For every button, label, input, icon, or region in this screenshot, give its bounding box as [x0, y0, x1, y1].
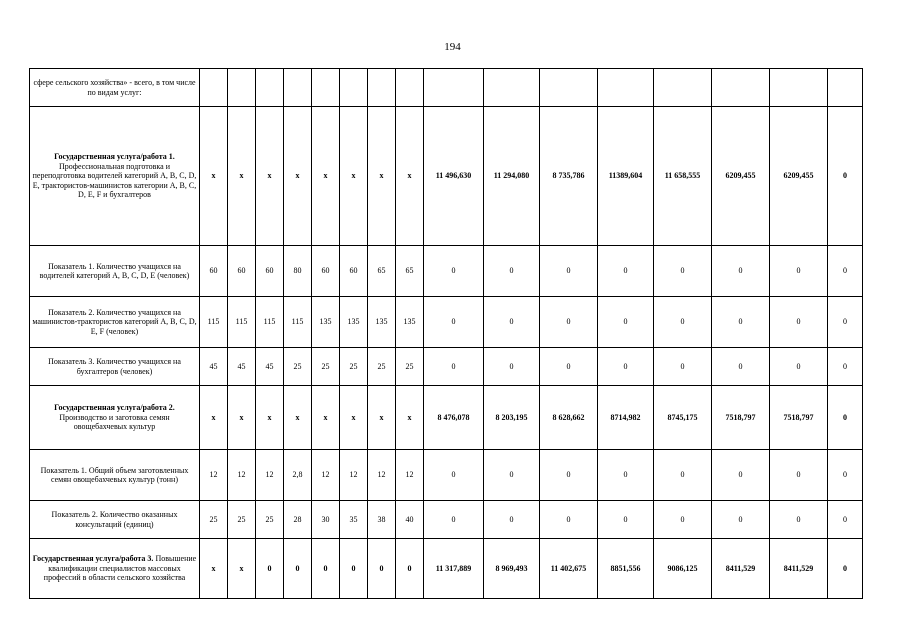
table-cell: 0 — [540, 450, 598, 501]
table-cell: 25 — [312, 348, 340, 386]
table-cell: 0 — [712, 348, 770, 386]
table-cell: 0 — [540, 501, 598, 539]
table-cell: 0 — [654, 501, 712, 539]
table-cell: 0 — [654, 348, 712, 386]
table-cell: 11 317,889 — [424, 539, 484, 599]
row-label-text: Производство и заготовка семян овощебахчевых культур — [59, 412, 170, 432]
table-cell: 28 — [284, 501, 312, 539]
table-cell: 65 — [396, 246, 424, 297]
table-cell: 25 — [200, 501, 228, 539]
table-cell: 0 — [598, 501, 654, 539]
table-cell: 11 496,630 — [424, 107, 484, 246]
table-cell: 0 — [598, 348, 654, 386]
table-cell: 11 402,675 — [540, 539, 598, 599]
page-number: 194 — [444, 41, 461, 53]
table-cell: 135 — [368, 297, 396, 348]
row-label-text: Показатель 1. Общий объем заготовленных семян овощебахчевых культур (тонн) — [40, 465, 189, 484]
table-cell: 25 — [228, 501, 256, 539]
table-cell: x — [284, 107, 312, 246]
table-cell: x — [200, 107, 228, 246]
table-cell: x — [368, 386, 396, 450]
table-cell: 0 — [712, 246, 770, 297]
table-cell: 8411,529 — [712, 539, 770, 599]
table-cell: 115 — [228, 297, 256, 348]
table-cell: 0 — [540, 297, 598, 348]
table-cell: 135 — [396, 297, 424, 348]
table-cell: 135 — [312, 297, 340, 348]
table-cell: 0 — [284, 539, 312, 599]
row-label-text: Профессиональная подготовка и переподготовка водителей категорий А, В, С, D, Е, трактористов-машинистов категории А, В, С, D, Е, F и бухгалтеров — [32, 161, 197, 200]
table-cell: 0 — [484, 348, 540, 386]
table-cell: x — [312, 107, 340, 246]
table-cell: x — [228, 539, 256, 599]
table-row — [30, 297, 863, 348]
table-cell: 0 — [340, 539, 368, 599]
table-cell: 0 — [712, 450, 770, 501]
table-cell: 45 — [228, 348, 256, 386]
table-row — [30, 501, 863, 539]
table-cell: 0 — [424, 450, 484, 501]
table-cell: x — [228, 107, 256, 246]
table-cell: 80 — [284, 246, 312, 297]
table-cell: 12 — [340, 450, 368, 501]
table-cell: x — [396, 107, 424, 246]
row-label — [30, 386, 200, 450]
table-cell: 0 — [770, 246, 828, 297]
table-cell: 38 — [368, 501, 396, 539]
table-cell: 12 — [228, 450, 256, 501]
table-cell: x — [340, 107, 368, 246]
table-cell — [368, 69, 396, 107]
table-cell: x — [396, 386, 424, 450]
table-cell — [284, 69, 312, 107]
table-cell: x — [284, 386, 312, 450]
table-cell: 12 — [256, 450, 284, 501]
table-cell: 0 — [654, 297, 712, 348]
table-cell: 0 — [484, 450, 540, 501]
table-cell: 115 — [200, 297, 228, 348]
table-cell — [396, 69, 424, 107]
table-cell: x — [256, 107, 284, 246]
table-cell: 0 — [484, 501, 540, 539]
table-cell: 0 — [712, 297, 770, 348]
row-label-text: Показатель 2. Количество оказанных консультаций (единиц) — [51, 510, 178, 529]
row-label-text: Показатель 2. Количество учащихся на машинистов-трактористов категорий А, В, С, D, Е, F (человек) — [32, 307, 197, 336]
row-label-bold: Государственная услуга/работа 3. — [32, 554, 154, 564]
table-cell: 25 — [256, 501, 284, 539]
table-cell: 135 — [340, 297, 368, 348]
table-cell: 9086,125 — [654, 539, 712, 599]
table-cell: 35 — [340, 501, 368, 539]
table-cell — [424, 69, 484, 107]
table-cell: 60 — [200, 246, 228, 297]
table-cell: 12 — [396, 450, 424, 501]
table-cell: 60 — [256, 246, 284, 297]
table-row — [30, 450, 863, 501]
table-cell: 25 — [284, 348, 312, 386]
table-cell: 25 — [368, 348, 396, 386]
table-cell: 7518,797 — [712, 386, 770, 450]
table-cell: 0 — [424, 501, 484, 539]
table-cell: x — [368, 107, 396, 246]
table-cell: 0 — [424, 348, 484, 386]
table-cell — [828, 69, 863, 107]
table-cell — [598, 69, 654, 107]
table-row — [30, 69, 863, 107]
table-cell: 65 — [368, 246, 396, 297]
row-label-text: Показатель 1. Количество учащихся на водителей категорий А, В, С, D, Е (человек) — [39, 261, 190, 280]
table-cell: 8745,175 — [654, 386, 712, 450]
table-cell: 8 628,662 — [540, 386, 598, 450]
table-cell: x — [256, 386, 284, 450]
table-cell: 0 — [368, 539, 396, 599]
row-label — [30, 297, 200, 348]
table-cell: 0 — [540, 348, 598, 386]
table-cell: 8 476,078 — [424, 386, 484, 450]
table-cell: 8 735,786 — [540, 107, 598, 246]
table-cell: 0 — [484, 246, 540, 297]
table-cell: 0 — [828, 297, 863, 348]
table-cell: 0 — [424, 297, 484, 348]
table-cell: 0 — [770, 348, 828, 386]
table-cell: 60 — [228, 246, 256, 297]
table-cell: 6209,455 — [770, 107, 828, 246]
row-label — [30, 246, 200, 297]
row-label — [30, 539, 200, 599]
table-cell — [228, 69, 256, 107]
table-cell: x — [312, 386, 340, 450]
table-cell: 0 — [828, 386, 863, 450]
table-cell: 0 — [770, 450, 828, 501]
table-cell: 25 — [396, 348, 424, 386]
table-cell: 2,8 — [284, 450, 312, 501]
table-row — [30, 107, 863, 246]
table-cell: 0 — [598, 246, 654, 297]
table-cell: 0 — [424, 246, 484, 297]
row-label-bold: Государственная услуга/работа 1. — [54, 152, 175, 162]
table-cell: 0 — [828, 246, 863, 297]
table-cell: x — [200, 539, 228, 599]
table-cell: 0 — [312, 539, 340, 599]
table-cell: 0 — [598, 297, 654, 348]
row-label — [30, 107, 200, 246]
table-cell — [200, 69, 228, 107]
table-cell: 12 — [200, 450, 228, 501]
table-cell — [312, 69, 340, 107]
table-cell: 11 658,555 — [654, 107, 712, 246]
table-cell: 60 — [340, 246, 368, 297]
table-cell: 8851,556 — [598, 539, 654, 599]
table-cell: x — [340, 386, 368, 450]
table-cell: 0 — [256, 539, 284, 599]
table-cell: 45 — [200, 348, 228, 386]
table-cell: 11 294,080 — [484, 107, 540, 246]
table-cell: 7518,797 — [770, 386, 828, 450]
table-cell — [540, 69, 598, 107]
table-row — [30, 348, 863, 386]
table-cell — [484, 69, 540, 107]
table-row — [30, 246, 863, 297]
table-cell: 25 — [340, 348, 368, 386]
table-cell: 12 — [312, 450, 340, 501]
table-cell: 115 — [256, 297, 284, 348]
table-cell: 0 — [828, 107, 863, 246]
table-row — [30, 386, 863, 450]
table-cell: 0 — [828, 539, 863, 599]
row-label — [30, 348, 200, 386]
row-label — [30, 450, 200, 501]
table-cell: x — [228, 386, 256, 450]
table-cell: 115 — [284, 297, 312, 348]
table-cell: 60 — [312, 246, 340, 297]
table-cell: 0 — [654, 246, 712, 297]
table-cell: 0 — [828, 348, 863, 386]
table-cell: 0 — [770, 501, 828, 539]
row-label-text: Показатель 3. Количество учащихся на бухгалтеров (человек) — [48, 357, 181, 376]
row-label-text: сфере сельского хозяйства» - всего, в том числе по видам услуг: — [33, 78, 196, 97]
table-cell: 30 — [312, 501, 340, 539]
table-body — [30, 69, 863, 599]
table-cell: 8411,529 — [770, 539, 828, 599]
row-label-bold: Государственная услуга/работа 2. — [54, 403, 175, 413]
table-cell — [712, 69, 770, 107]
table-cell: 6209,455 — [712, 107, 770, 246]
table-row — [30, 539, 863, 599]
table-cell: 0 — [828, 501, 863, 539]
services-table — [29, 68, 863, 599]
table-cell: 40 — [396, 501, 424, 539]
table-cell: 11389,604 — [598, 107, 654, 246]
table-cell: 0 — [598, 450, 654, 501]
table-cell — [256, 69, 284, 107]
row-label — [30, 501, 200, 539]
table-cell: x — [200, 386, 228, 450]
table-cell: 0 — [396, 539, 424, 599]
row-label-text: Повышение квалификации специалистов массовых профессий в области сельского хозяйства — [43, 554, 197, 583]
table-cell: 0 — [484, 297, 540, 348]
table-cell — [340, 69, 368, 107]
table-cell: 0 — [654, 450, 712, 501]
table-cell: 0 — [770, 297, 828, 348]
table-cell: 0 — [540, 246, 598, 297]
row-label — [30, 69, 200, 107]
table-cell: 0 — [828, 450, 863, 501]
table-cell: 8 203,195 — [484, 386, 540, 450]
table-cell: 12 — [368, 450, 396, 501]
table-cell: 45 — [256, 348, 284, 386]
table-cell — [770, 69, 828, 107]
table-cell — [654, 69, 712, 107]
table-cell: 0 — [712, 501, 770, 539]
table-cell: 8714,982 — [598, 386, 654, 450]
table-cell: 8 969,493 — [484, 539, 540, 599]
